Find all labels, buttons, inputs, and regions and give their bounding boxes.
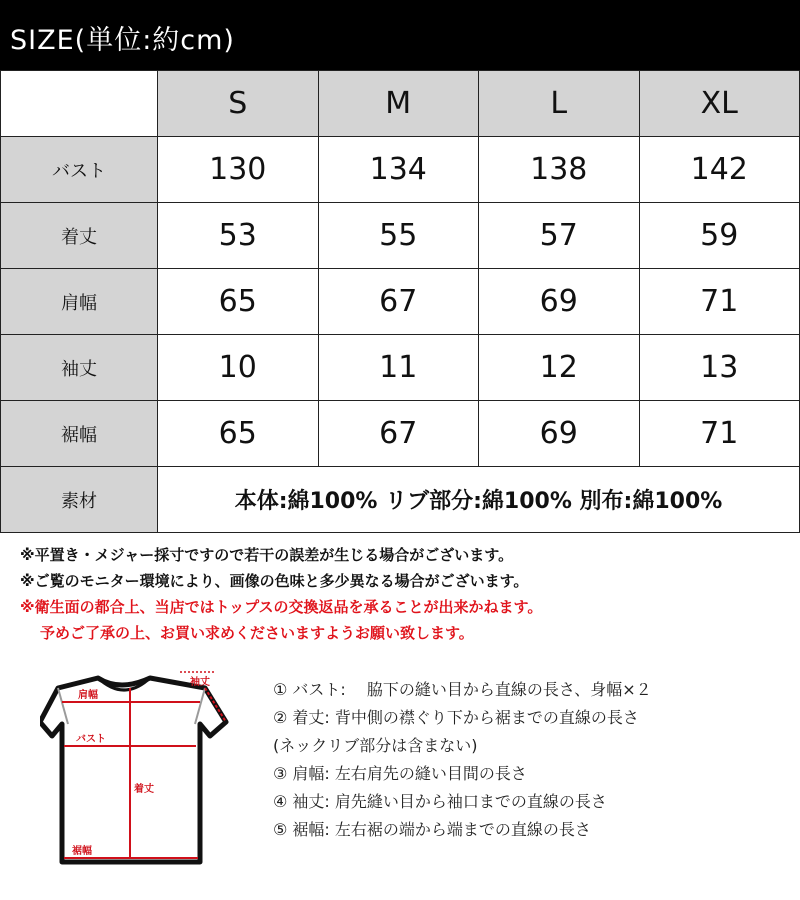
size-header-m: M — [318, 71, 479, 137]
cell-length-m: 55 — [318, 203, 479, 269]
legend-length: ② 着丈: 背中側の襟ぐり下から裾までの直線の長さ — [273, 708, 639, 727]
table-row-material — [1, 467, 800, 533]
note-acknowledge: 予めご了承の上、お買い求めくださいますようお願い致します。 — [40, 624, 474, 642]
cell-shoulder-m: 67 — [318, 269, 479, 335]
cell-shoulder-l: 69 — [479, 269, 640, 335]
table-row-shoulder — [1, 269, 800, 335]
legend-hem: ⑤ 裾幅: 左右裾の端から端までの直線の長さ — [273, 820, 591, 839]
cell-shoulder-s: 65 — [158, 269, 319, 335]
table-row-length — [1, 203, 800, 269]
legend-sleeve: ④ 袖丈: 肩先縫い目から袖口までの直線の長さ — [273, 792, 607, 811]
notes — [20, 542, 790, 646]
table-row-hem — [1, 401, 800, 467]
cell-bust-l: 138 — [479, 137, 640, 203]
cell-hem-s: 65 — [158, 401, 319, 467]
cell-length-s: 53 — [158, 203, 319, 269]
size-table — [0, 70, 800, 533]
measurement-legend — [273, 676, 793, 844]
cell-sleeve-m: 11 — [318, 335, 479, 401]
note-color: ※ご覧のモニター環境により、画像の色味と多少異なる場合がございます。 — [20, 572, 529, 590]
cell-bust-s: 130 — [158, 137, 319, 203]
row-label-shoulder: 肩幅 — [1, 269, 158, 335]
label-sleeve: 袖丈 — [190, 677, 210, 688]
label-bust: バスト — [76, 734, 106, 745]
tshirt-diagram — [40, 662, 240, 874]
size-header-s: S — [158, 71, 319, 137]
size-header-l: L — [479, 71, 640, 137]
corner-cell — [1, 71, 158, 137]
label-length: 着丈 — [134, 784, 154, 795]
page-title: SIZE(単位:約cm) — [10, 25, 235, 56]
tshirt-outline — [40, 678, 226, 862]
title-bar — [0, 0, 800, 70]
note-return-policy: ※衛生面の都合上、当店ではトップスの交換返品を承ることが出来かねます。 — [20, 598, 543, 616]
legend-length-note: (ネックリブ部分は含まない) — [273, 736, 478, 755]
row-label-bust: バスト — [1, 137, 158, 203]
cell-bust-xl: 142 — [639, 137, 800, 203]
size-header-row — [1, 71, 800, 137]
row-label-hem: 裾幅 — [1, 401, 158, 467]
label-shoulder: 肩幅 — [78, 690, 98, 701]
cell-sleeve-s: 10 — [158, 335, 319, 401]
legend-bust: ① バスト: 脇下の縫い目から直線の長さ、身幅×２ — [273, 680, 652, 699]
cell-shoulder-xl: 71 — [639, 269, 800, 335]
cell-hem-xl: 71 — [639, 401, 800, 467]
table-row-sleeve — [1, 335, 800, 401]
material-value: 本体:綿100% リブ部分:綿100% 別布:綿100% — [158, 467, 800, 533]
note-measurement: ※平置き・メジャー採寸ですので若干の誤差が生じる場合がございます。 — [20, 546, 514, 564]
size-header-xl: XL — [639, 71, 800, 137]
cell-hem-m: 67 — [318, 401, 479, 467]
cell-sleeve-l: 12 — [479, 335, 640, 401]
cell-length-xl: 59 — [639, 203, 800, 269]
row-label-sleeve: 袖丈 — [1, 335, 158, 401]
cell-length-l: 57 — [479, 203, 640, 269]
cell-hem-l: 69 — [479, 401, 640, 467]
legend-shoulder: ③ 肩幅: 左右肩先の縫い目間の長さ — [273, 764, 527, 783]
table-row-bust — [1, 137, 800, 203]
cell-bust-m: 134 — [318, 137, 479, 203]
cell-sleeve-xl: 13 — [639, 335, 800, 401]
row-label-material: 素材 — [1, 467, 158, 533]
row-label-length: 着丈 — [1, 203, 158, 269]
label-hem: 裾幅 — [72, 846, 92, 857]
